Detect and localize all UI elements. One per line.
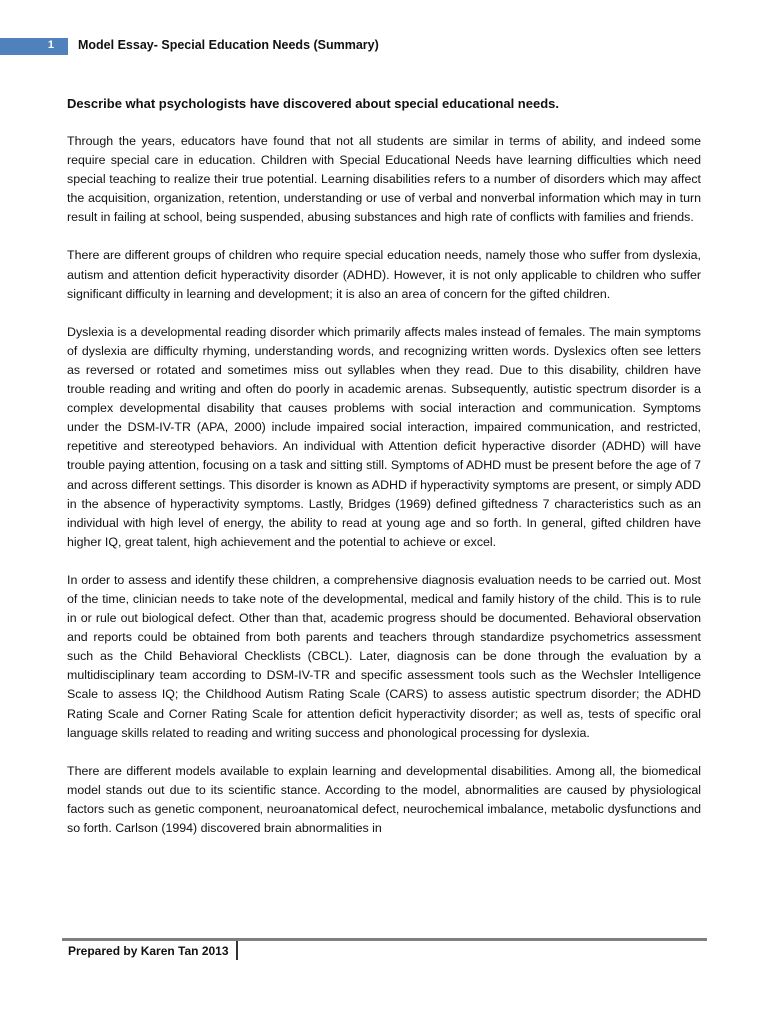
paragraph-5: There are different models available to explain learning and developmental disabilities. Among all, the biomedical model stands out due to its scientific stance. According to the model, abnormalities are caused by physiological factors such as genetic component, neuroanatomical defect, neurochemical imbalance, metabolic dysfunctions and so forth. Carlson (1994) discovered brain abnormalities in	[67, 763, 701, 835]
paragraph-4: In order to assess and identify these children, a comprehensive diagnosis evaluation needs to be carried out. Most of the time, clinician needs to take note of the developmental, medical and family history of the child. This is to rule in or rule out biological defect. Other than that, academic progress should be documented. Behavioral observation and reports could be obtained from both parents and teachers through standardize psychometrics assessment such as the Child Behavioral Checklists (CBCL). Later, diagnosis can be done through the evaluation by a multidisciplinary team according to DSM-IV-TR and specific assessment tools such as the Wechsler Intelligence Scale to assess IQ; the Childhood Autism Rating Scale (CARS) to assess autistic spectrum disorder; the ADHD Rating Scale and Corner Rating Scale for attention deficit hyperactivity disorder; as well as, tests of specific oral language skills related to reading and writing success and phonological processing for dyslexia.	[67, 572, 701, 740]
footer-divider-line	[62, 938, 707, 941]
page-number: 1	[47, 39, 54, 51]
document-title: Model Essay- Special Education Needs (Summary)	[78, 38, 379, 52]
paragraph-2: There are different groups of children who require special education needs, namely those who suffer from dyslexia, autism and attention deficit hyperactivity disorder (ADHD). However, it is not only applicable to children who suffer significant difficulty in learning and development; it is also an area of concern for the gifted children.	[67, 248, 701, 301]
essay-question: Describe what psychologists have discovered about special educational needs.	[67, 96, 559, 111]
essay-body	[67, 95, 701, 857]
footer-vertical-separator	[236, 941, 238, 960]
paragraph-1: Through the years, educators have found that not all students are similar in terms of ability, and indeed some require special care in education. Children with Special Educational Needs have learning difficulties which need special teaching to realize their true potential. Learning disabilities refers to a number of disorders which may affect the acquisition, organization, retention, understanding or use of verbal and nonverbal information which may in turn result in failing at school, being suspended, abusing substances and high rate of conflicts with families and friends.	[67, 134, 701, 225]
page-number-bar	[0, 38, 68, 55]
page-header	[0, 38, 520, 55]
paragraph-3: Dyslexia is a developmental reading disorder which primarily affects males instead of females. The main symptoms of dyslexia are difficulty rhyming, understanding words, and recognizing written words. Dyslexics often see letters as reversed or rotated and sometimes miss out syllables when they read. Due to this disability, children have trouble reading and writing and often do poorly in academic arenas. Subsequently, autistic spectrum disorder is a complex developmental disability that causes problems with social interaction and communication. Symptoms under the DSM-IV-TR (APA, 2000) include impaired social interaction, impaired communication, and restricted, repetitive and stereotyped behaviors. An individual with Attention deficit hyperactive disorder (ADHD) will have trouble paying attention, focusing on a task and sitting still. Symptoms of ADHD must be present before the age of 7 and across different settings. This disorder is known as ADHD if hyperactivity symptoms are present, or simply ADD in the absence of hyperactivity symptoms. Lastly, Bridges (1969) defined giftedness 7 characteristics such as an individual with high level of energy, the ability to read at young age and so forth. In general, gifted children have higher IQ, great talent, high achievement and the potential to achieve or excel.	[67, 324, 701, 549]
footer-credit: Prepared by Karen Tan 2013	[68, 944, 229, 958]
